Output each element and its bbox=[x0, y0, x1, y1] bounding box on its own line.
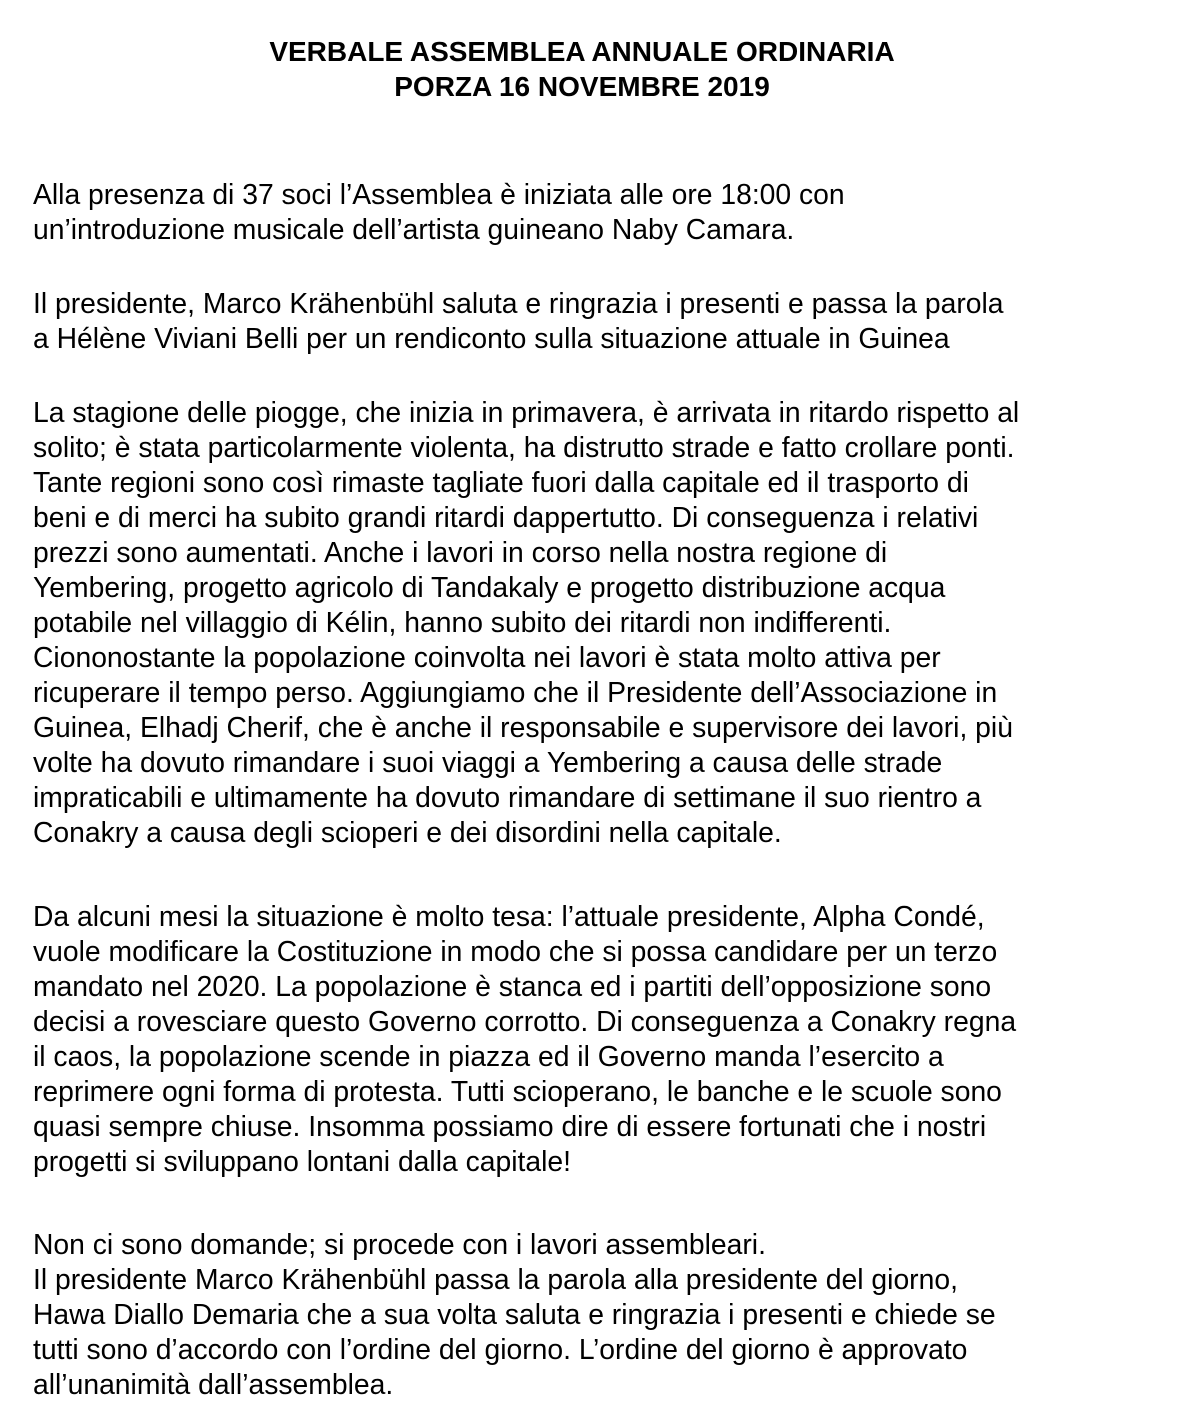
text-line: un’introduzione musicale dell’artista guineano Naby Camara. bbox=[33, 213, 795, 245]
text-line: mandato nel 2020. La popolazione è stanca ed i partiti dell’opposizione sono bbox=[33, 970, 992, 1002]
text-line: decisi a rovesciare questo Governo corrotto. Di conseguenza a Conakry regna bbox=[33, 1005, 1017, 1037]
text-line: impraticabili e ultimamente ha dovuto rimandare di settimane il suo rientro a bbox=[33, 781, 982, 813]
text-line: il caos, la popolazione scende in piazza ed il Governo manda l’esercito a bbox=[33, 1040, 944, 1072]
text-line: beni e di merci ha subito grandi ritardi dappertutto. Di conseguenza i relativi bbox=[33, 501, 979, 533]
text-line: tutti sono d’accordo con l’ordine del giorno. L’ordine del giorno è approvato bbox=[33, 1333, 968, 1365]
text-line: potabile nel villaggio di Kélin, hanno subito dei ritardi non indifferenti. bbox=[33, 606, 892, 638]
text-line: Il presidente, Marco Krähenbühl saluta e ringrazia i presenti e passa la parola bbox=[33, 287, 1004, 319]
paragraph-president-greeting bbox=[33, 286, 1004, 356]
text-line: Hawa Diallo Demaria che a sua volta saluta e ringrazia i presenti e chiede se bbox=[33, 1298, 996, 1330]
text-line: Non ci sono domande; si procede con i lavori assembleari. bbox=[33, 1228, 766, 1260]
text-line: progetti si sviluppano lontani dalla capitale! bbox=[33, 1145, 571, 1177]
text-line: Conakry a causa degli scioperi e dei disordini nella capitale. bbox=[33, 816, 782, 848]
text-line: ricuperare il tempo perso. Aggiungiamo che il Presidente dell’Associazione in bbox=[33, 676, 998, 708]
text-line: reprimere ogni forma di protesta. Tutti scioperano, le banche e le scuole sono bbox=[33, 1075, 1002, 1107]
document-title bbox=[0, 34, 1164, 104]
paragraph-political-situation bbox=[33, 899, 1016, 1179]
text-line: a Hélène Viviani Belli per un rendiconto sulla situazione attuale in Guinea bbox=[33, 322, 950, 354]
text-line: vuole modificare la Costituzione in modo che si possa candidare per un terzo bbox=[33, 935, 998, 967]
text-line: Alla presenza di 37 soci l’Assemblea è iniziata alle ore 18:00 con bbox=[33, 178, 845, 210]
text-line: solito; è stata particolarmente violenta, ha distrutto strade e fatto crollare ponti. bbox=[33, 431, 1015, 463]
text-line: Tante regioni sono così rimaste tagliate fuori dalla capitale ed il trasporto di bbox=[33, 466, 969, 498]
text-line: prezzi sono aumentati. Anche i lavori in corso nella nostra regione di bbox=[33, 536, 888, 568]
text-line: La stagione delle piogge, che inizia in primavera, è arrivata in ritardo rispetto al bbox=[33, 396, 1020, 428]
text-line: all’unanimità dall’assemblea. bbox=[33, 1368, 394, 1400]
text-line: Ciononostante la popolazione coinvolta nei lavori è stata molto attiva per bbox=[33, 641, 941, 673]
text-line: Da alcuni mesi la situazione è molto tesa: l’attuale presidente, Alpha Condé, bbox=[33, 900, 985, 932]
text-line: quasi sempre chiuse. Insomma possiamo dire di essere fortunati che i nostri bbox=[33, 1110, 987, 1142]
text-line: Guinea, Elhadj Cherif, che è anche il responsabile e supervisore dei lavori, più bbox=[33, 711, 1013, 743]
title-line: VERBALE ASSEMBLEA ANNUALE ORDINARIA bbox=[269, 36, 895, 67]
text-line: volte ha dovuto rimandare i suoi viaggi a Yembering a causa delle strade bbox=[33, 746, 943, 778]
paragraph-agenda-approval bbox=[33, 1227, 996, 1402]
paragraph-attendance bbox=[33, 177, 845, 247]
paragraph-rainy-season bbox=[33, 395, 1019, 850]
text-line: Yembering, progetto agricolo di Tandakaly e progetto distribuzione acqua bbox=[33, 571, 946, 603]
title-line: PORZA 16 NOVEMBRE 2019 bbox=[394, 71, 770, 102]
text-line: Il presidente Marco Krähenbühl passa la parola alla presidente del giorno, bbox=[33, 1263, 958, 1295]
